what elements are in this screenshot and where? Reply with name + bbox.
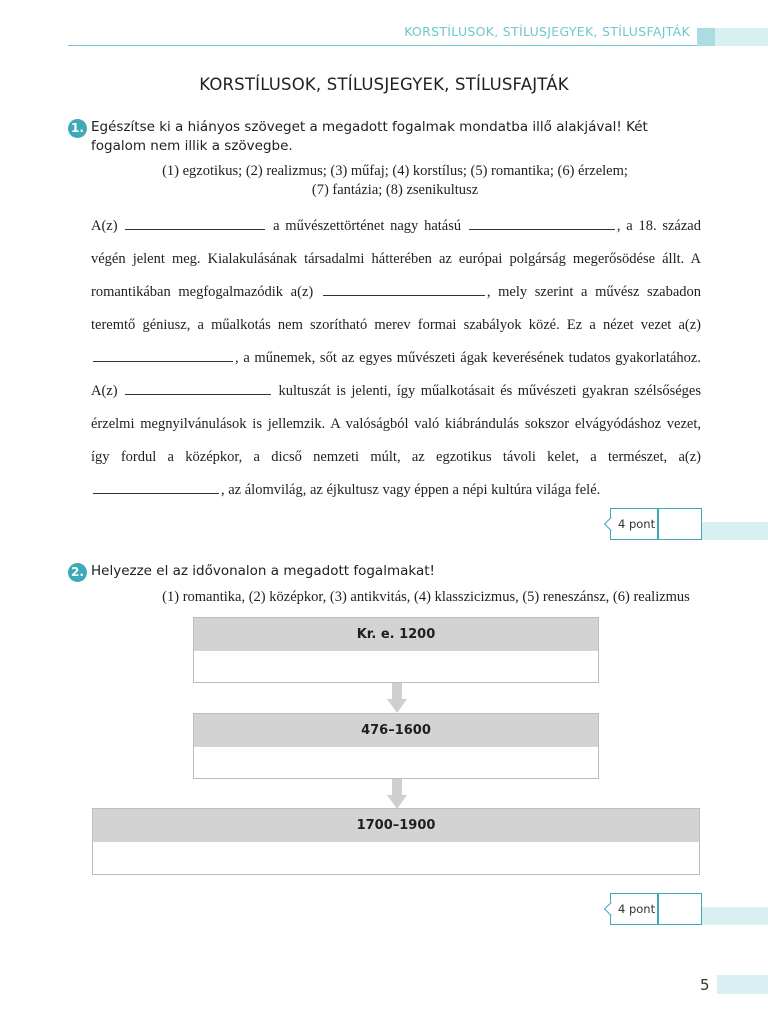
text-segment: , a 18. század végén jelent meg. Kialakulásának társadalmi hátterében az európai polgárság megerősödése állt. A romantikában megfogalmazódik a(z) (91, 218, 701, 300)
task-1-concepts-line-2: (7) fantázia; (8) zsenikultusz (311, 182, 479, 198)
points-divider (657, 509, 659, 539)
points-strip (702, 907, 768, 925)
answer-blank-5[interactable] (125, 380, 271, 395)
answer-blank-6[interactable] (93, 479, 219, 494)
task-1-concepts-line-1: (1) egzotikus; (2) realizmus; (3) műfaj; (4) korstílus; (5) romantika; (6) érzelem; (162, 163, 628, 179)
answer-blank-4[interactable] (93, 347, 233, 362)
down-arrow-icon (387, 779, 407, 809)
task-2-instruction: Helyezze el az idővonalon a megadott fogalmakat! (91, 563, 435, 579)
header-tab-strip (715, 28, 768, 46)
text-segment: kultuszát is jelenti, így műalkotásait és művészeti gyakran szélsőséges érzelmi megnyilvánulások is jellemzik. A valóságból való kiábrándulás sokszor elvágyódáshoz vezet, így fordul a középkor, a dicső nemzeti múlt, az egzotikus távoli kelet, a természet, a(z) (91, 383, 701, 465)
task-1-number: 1. (68, 119, 87, 138)
timeline-box-3 (92, 808, 700, 875)
timeline-box-1 (193, 617, 599, 683)
points-label: 4 pont (618, 517, 656, 531)
task-2-number: 2. (68, 563, 87, 582)
page-title: KORSTÍLUSOK, STÍLUSJEGYEK, STÍLUSFAJTÁK (199, 75, 569, 94)
page-number-strip (717, 975, 768, 994)
answer-blank-3[interactable] (323, 281, 485, 296)
header-rule (68, 45, 708, 46)
text-segment: , a műnemek, sőt az egyes művészeti ágak keverésének tudatos gyakorlatához. A(z) (91, 350, 701, 399)
points-label: 4 pont (618, 902, 656, 916)
running-header: KORSTÍLUSOK, STÍLUSJEGYEK, STÍLUSFAJTÁK (404, 24, 690, 39)
timeline-period-label: 1700–1900 (93, 809, 699, 842)
timeline-box-2 (193, 713, 599, 779)
text-segment: A(z) (91, 218, 118, 234)
points-divider (657, 894, 659, 924)
text-segment: a művészettörténet nagy hatású (273, 218, 462, 234)
text-segment: , mely szerint a művész szabadon teremtő géniusz, a műalkotás nem szorítható merev formai szabályok közé. Ez a nézet vezet a(z) (91, 284, 701, 333)
task-2-points-box[interactable] (610, 893, 702, 925)
task-1-cloze-text (91, 210, 701, 507)
header-tab-accent (697, 28, 715, 46)
task-1-points-box[interactable] (610, 508, 702, 540)
task-1-instruction: Egészítse ki a hiányos szöveget a megadott fogalmak mondatba illő alakjával! Két fogalom nem illik a szövegbe. (91, 119, 648, 154)
down-arrow-icon (387, 683, 407, 713)
answer-blank-2[interactable] (469, 215, 615, 230)
timeline-period-label: 476–1600 (194, 714, 598, 747)
task-2-concepts: (1) romantika, (2) középkor, (3) antikvitás, (4) klasszicizmus, (5) reneszánsz, (6) realizmus (162, 589, 690, 605)
page-number: 5 (700, 976, 710, 994)
points-strip (702, 522, 768, 540)
text-segment: , az álomvilág, az éjkultusz vagy éppen a népi kultúra világa felé. (221, 482, 601, 498)
answer-blank-1[interactable] (125, 215, 265, 230)
timeline-period-label: Kr. e. 1200 (194, 618, 598, 651)
